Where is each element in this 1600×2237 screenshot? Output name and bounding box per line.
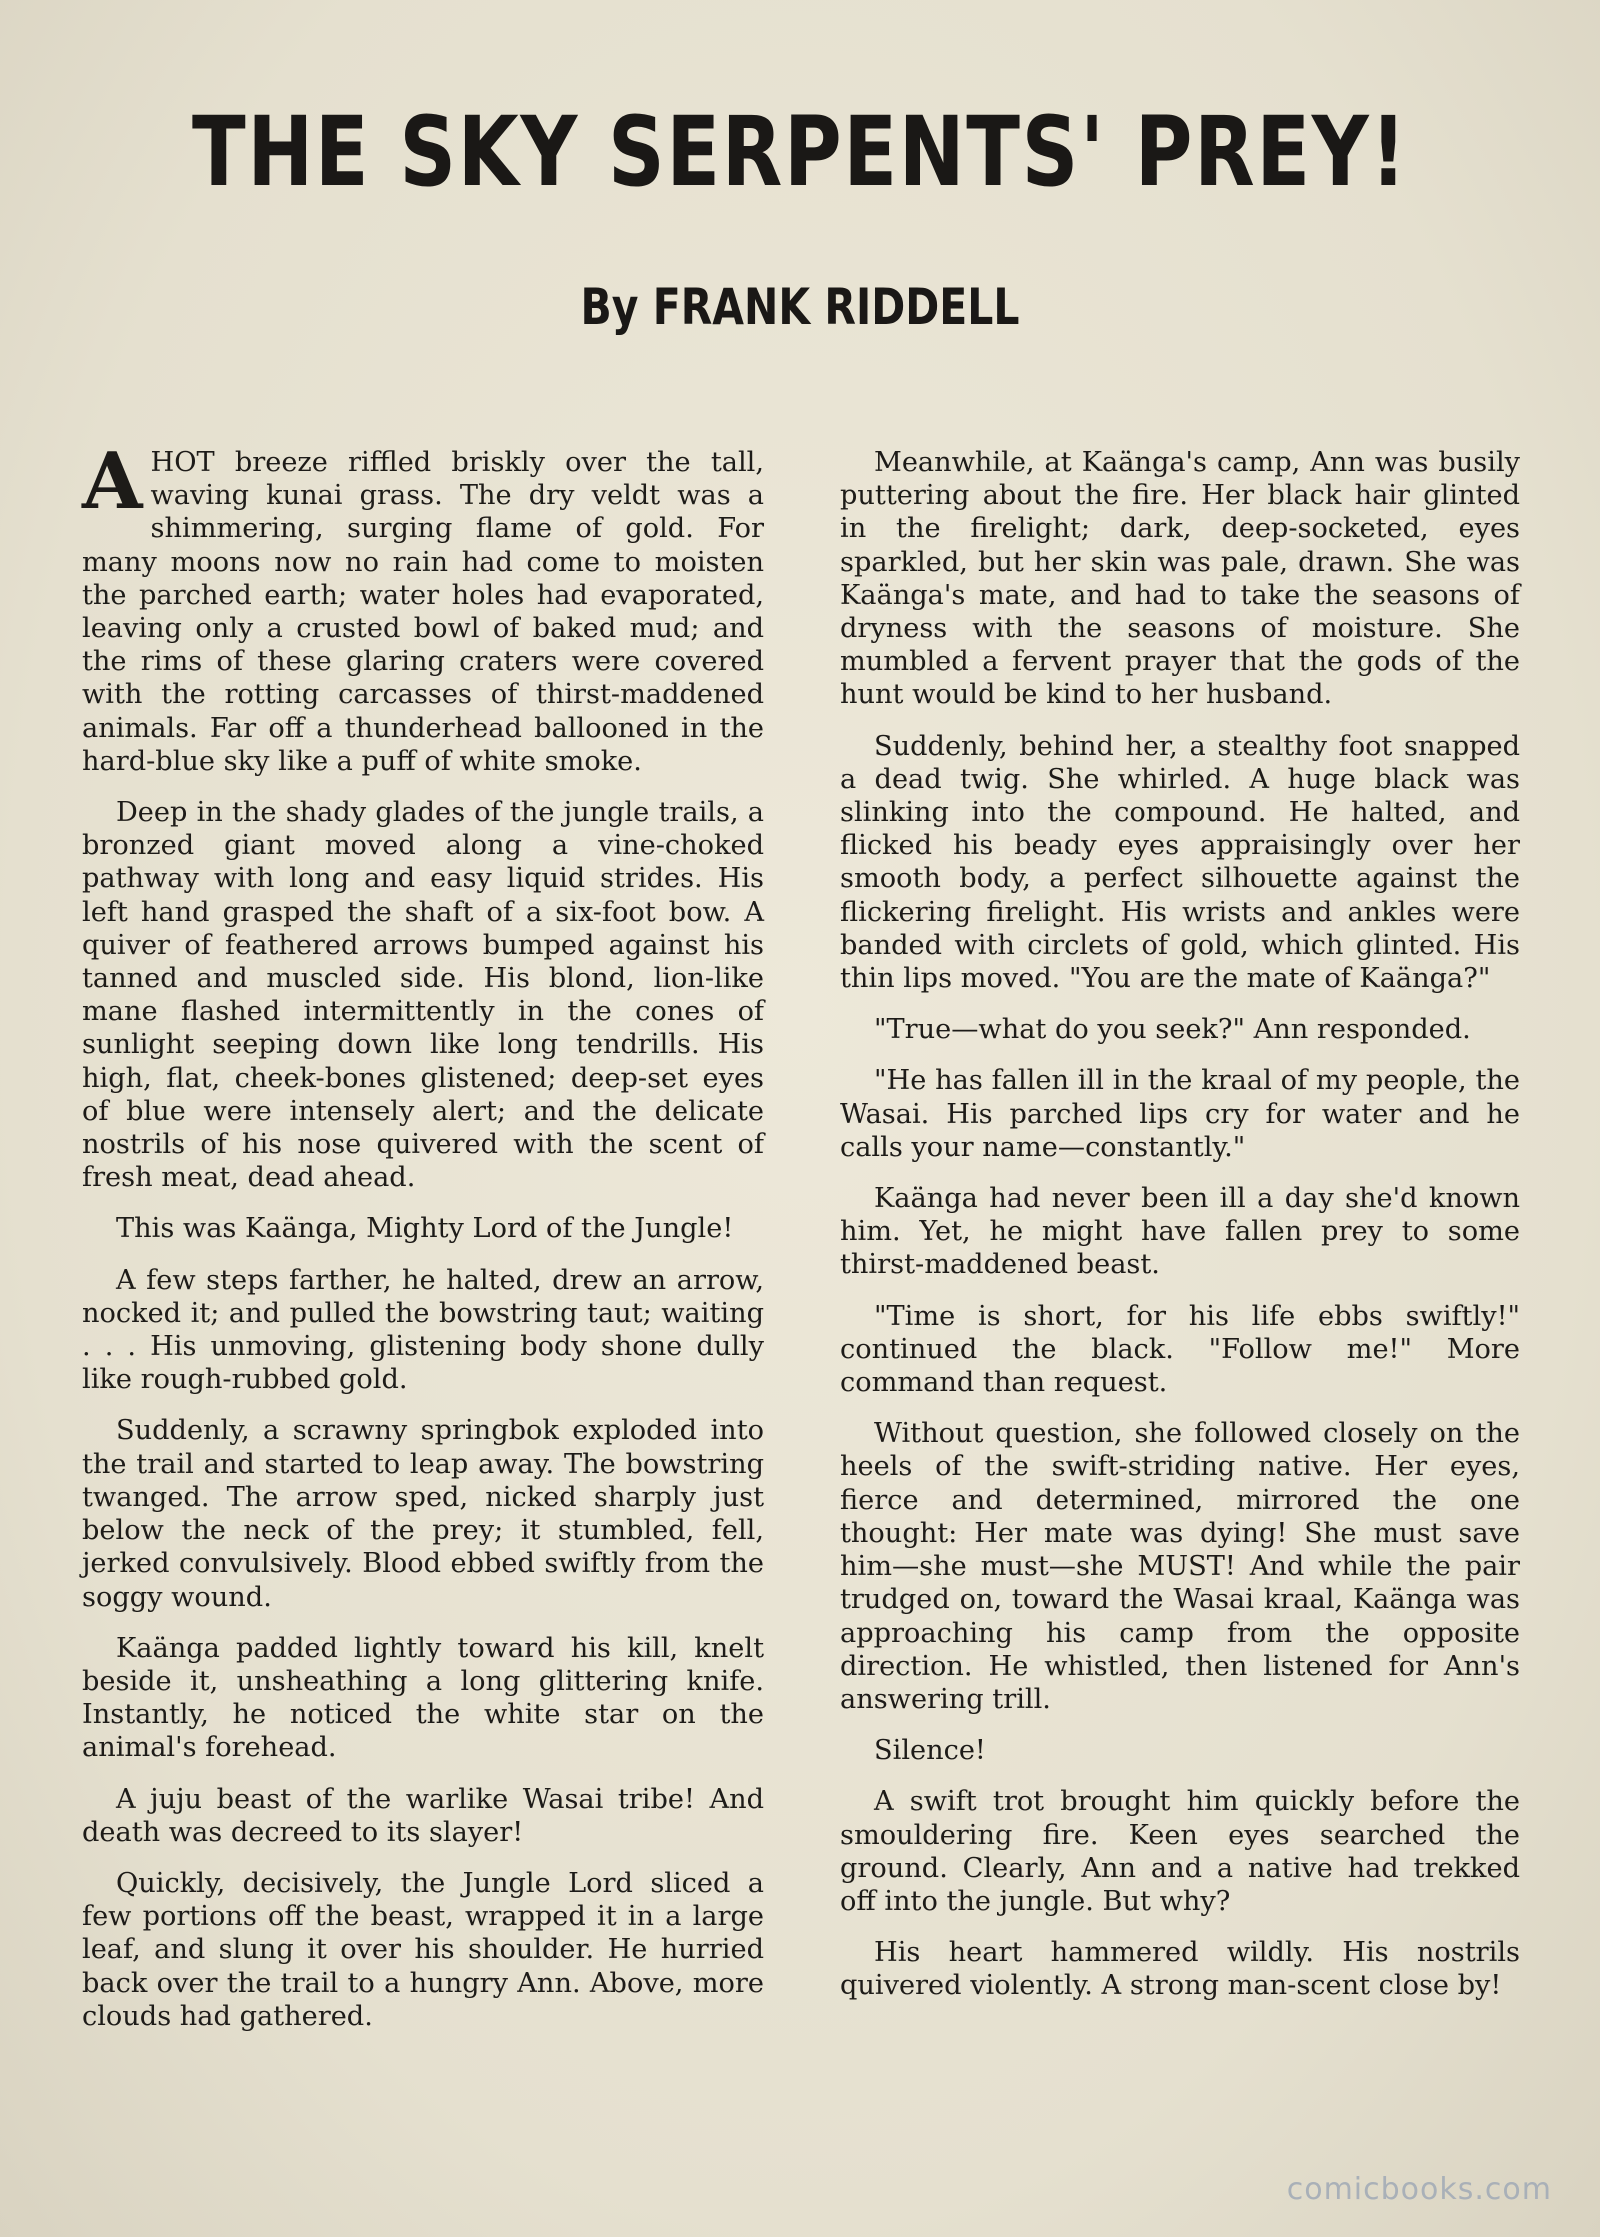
article-byline: By FRANK RIDDELL (580, 278, 1020, 336)
paragraph: His heart hammered wildly. His nostrils quivered violently. A strong man-scent close by! (840, 1937, 1520, 2002)
site-watermark: comicbooks.com (1286, 2172, 1552, 2207)
paragraph: Without question, she followed closely on the heels of the swift-striding native. Her eyes, fierce and determined, mirrored the one thought: Her mate was dying! She must save him—she must—she MUST! And while the pair trudged on, toward the Wasai kraal, Kaänga was approaching his camp from the opposite direction. He whistled, then listened for Ann's answering trill. (840, 1418, 1520, 1715)
paragraph: Meanwhile, at Kaänga's camp, Ann was busily puttering about the fire. Her black hair glinted in the firelight; dark, deep-socketed, eyes sparkled, but her skin was pale, drawn. She was Kaänga's mate, and had to take the seasons of dryness with the seasons of moisture. She mumbled a fervent prayer that the gods of the hunt would be kind to her husband. (840, 447, 1520, 711)
paragraph (82, 436, 764, 778)
paragraph: Suddenly, behind her, a stealthy foot snapped a dead twig. She whirled. A huge black was slinking into the compound. He halted, and flicked his beady eyes appraisingly over her smooth body, a perfect silhouette against the flickering firelight. His wrists and ankles were banded with circlets of gold, which glinted. His thin lips moved. "You are the mate of Kaänga?" (840, 730, 1520, 995)
paragraph: A swift trot brought him quickly before the smouldering fire. Keen eyes searched the ground. Clearly, Ann and a native had trekked off into the jungle. But why? (840, 1786, 1520, 1917)
paragraph-text: HOT breeze riffled briskly over the tall, waving kunai grass. The dry veldt was a shimmering, surging flame of gold. For many moons now no rain had come to moisten the parched earth; water holes had evaporated, leaving only a crusted bowl of baked mud; and the rims of these glaring craters were covered with the rotting carcasses of thirst-maddened animals. Far off a thunderhead ballooned in the hard-blue sky like a puff of white smoke. (82, 447, 764, 777)
article-title: THE SKY SERPENTS' PREY! (192, 96, 1408, 208)
paragraph: Kaänga had never been ill a day she'd known him. Yet, he might have fallen prey to some thirst-maddened beast. (840, 1183, 1520, 1281)
paragraph: A few steps farther, he halted, drew an arrow, nocked it; and pulled the bowstring taut; waiting . . . His unmoving, glistening body shone dully like rough-rubbed gold. (82, 1264, 764, 1396)
paragraph: Quickly, decisively, the Jungle Lord sliced a few portions off the beast, wrapped it in a large leaf, and slung it over his shoulder. He hurried back over the trail to a hungry Ann. Above, more clouds had gathered. (82, 1867, 764, 2032)
paragraph: A juju beast of the warlike Wasai tribe! And death was decreed to its slayer! (82, 1783, 764, 1848)
right-column (840, 446, 1520, 2021)
paragraph: "True—what do you seek?" Ann responded. (874, 1014, 1471, 1046)
paragraph: Suddenly, a scrawny springbok exploded into the trail and started to leap away. The bowstring twanged. The arrow sped, nicked sharply just below the neck of the prey; it stumbled, fell, jerked convulsively. Blood ebbed swiftly from the soggy wound. (82, 1415, 764, 1613)
drop-cap: A (82, 436, 143, 527)
paragraph: This was Kaänga, Mighty Lord of the Jungle! (116, 1213, 734, 1245)
paragraph: "Time is short, for his life ebbs swiftly!" continued the black. "Follow me!" More command than request. (840, 1300, 1520, 1399)
paragraph: Silence! (874, 1735, 986, 1767)
paragraph: Kaänga padded lightly toward his kill, knelt beside it, unsheathing a long glittering knife. Instantly, he noticed the white star on the animal's forehead. (82, 1632, 764, 1764)
left-column (82, 436, 764, 2051)
paragraph: "He has fallen ill in the kraal of my people, the Wasai. His parched lips cry for water and he calls your name—constantly." (840, 1065, 1520, 1163)
paragraph: Deep in the shady glades of the jungle trails, a bronzed giant moved along a vine-choked pathway with long and easy liquid strides. His left hand grasped the shaft of a six-foot bow. A quiver of feathered arrows bumped against his tanned and muscled side. His blond, lion-like mane flashed intermittently in the cones of sunlight seeping down like long tendrills. His high, flat, cheek-bones glistened; deep-set eyes of blue were intensely alert; and the delicate nostrils of his nose quivered with the scent of fresh meat, dead ahead. (82, 797, 764, 1194)
